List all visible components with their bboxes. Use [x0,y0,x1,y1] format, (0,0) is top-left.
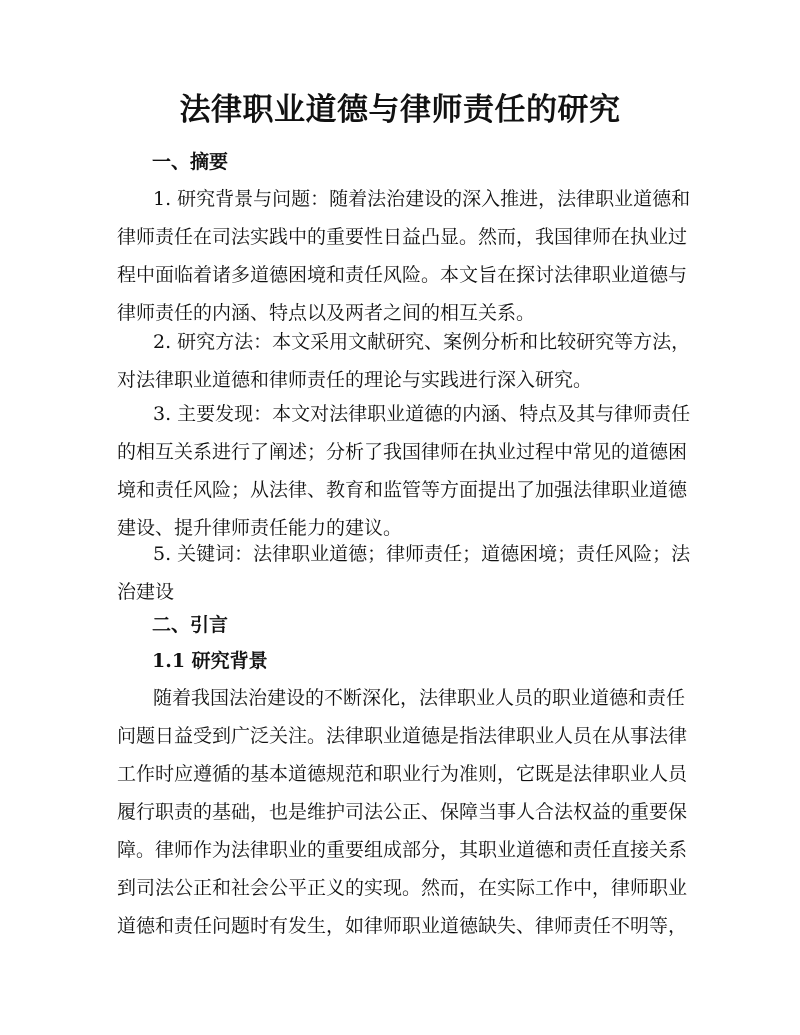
paragraph-line: 问题日益受到广泛关注。法律职业道德是指法律职业人员在从事法律 [117,725,688,747]
paragraph-line: 律师责任在司法实践中的重要性日益凸显。然而，我国律师在执业过 [117,226,688,248]
paragraph-line: 2. 研究方法：本文采用文献研究、案例分析和比较研究等方法， [153,331,691,353]
abstract-paragraph-methods [117,323,691,399]
subsection-heading-background: 1.1 研究背景 [152,650,268,672]
paragraph-line: 到司法公正和社会公平正义的实现。然而，在实际工作中，律师职业 [117,877,688,899]
paragraph-line: 3. 主要发现：本文对法律职业道德的内涵、特点及其与律师责任 [153,403,691,425]
paragraph-line: 工作时应遵循的基本道德规范和职业行为准则，它既是法律职业人员 [117,763,688,785]
paragraph-line: 履行职责的基础，也是维护司法公正、保障当事人合法权益的重要保 [117,801,688,823]
introduction-paragraph [117,679,688,945]
paragraph-line: 随着我国法治建设的不断深化，法律职业人员的职业道德和责任 [153,687,686,709]
paragraph-line: 道德和责任问题时有发生，如律师职业道德缺失、律师责任不明等， [117,915,688,937]
abstract-paragraph-keywords [117,535,691,611]
paragraph-line: 5. 关键词：法律职业道德；律师责任；道德困境；责任风险；法 [153,543,691,565]
abstract-paragraph-background [117,180,691,332]
section-heading-introduction: 二、引言 [152,614,229,636]
document-title: 法律职业道德与律师责任的研究 [179,92,621,128]
paragraph-line: 治建设 [117,581,175,603]
paragraph-line: 程中面临着诸多道德困境和责任风险。本文旨在探讨法律职业道德与 [117,264,688,286]
paragraph-line: 律师责任的内涵、特点以及两者之间的相互关系。 [117,302,536,324]
section-heading-abstract: 一、摘要 [152,151,229,173]
paragraph-line: 1. 研究背景与问题：随着法治建设的深入推进，法律职业道德和 [153,188,691,210]
paragraph-line: 障。律师作为法律职业的重要组成部分，其职业道德和责任直接关系 [117,839,688,861]
paragraph-line: 的相互关系进行了阐述；分析了我国律师在执业过程中常见的道德困 [117,441,688,463]
abstract-paragraph-findings [117,395,691,547]
paragraph-line: 境和责任风险；从法律、教育和监管等方面提出了加强法律职业道德 [117,479,688,501]
paragraph-line: 建设、提升律师责任能力的建议。 [117,517,403,539]
paragraph-line: 对法律职业道德和律师责任的理论与实践进行深入研究。 [117,369,593,391]
